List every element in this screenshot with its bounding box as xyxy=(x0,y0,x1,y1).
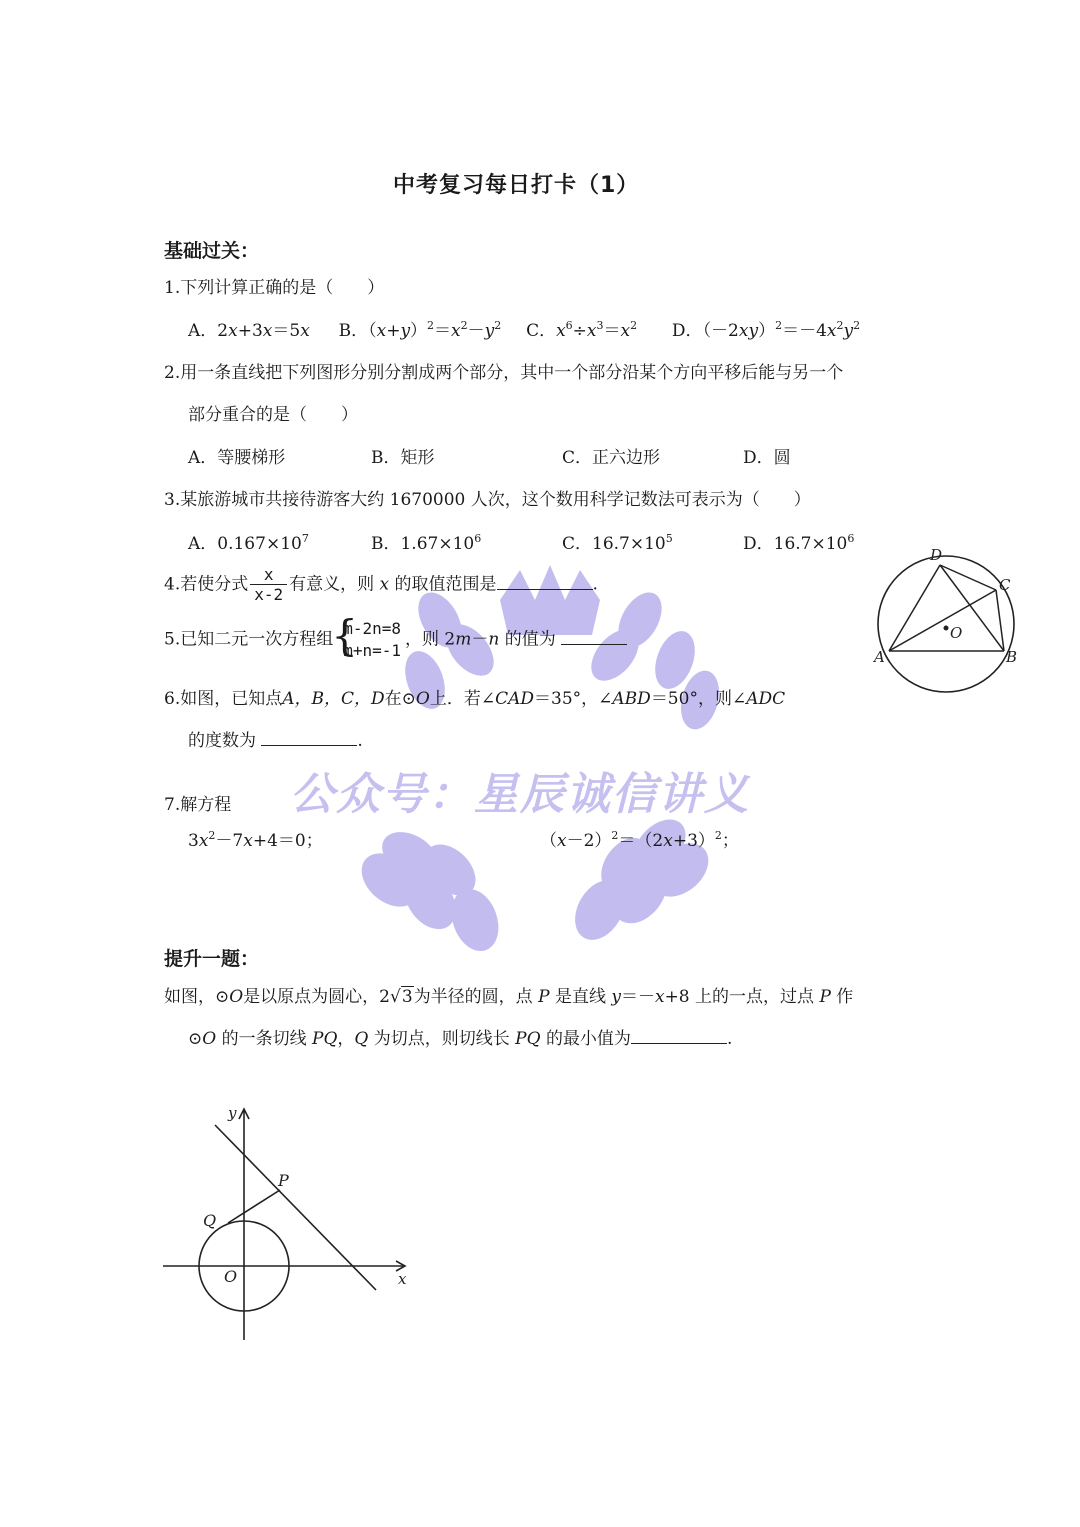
q1-options xyxy=(188,316,860,341)
label-b: B xyxy=(1006,648,1018,666)
watermark-text: 公众号：星辰诚信讲义 xyxy=(290,769,750,820)
q5-line: 5.已知二元一次方程组 { m-2n=8 m+n=-1 ，则 2m－n 的值为 xyxy=(164,618,627,662)
section-heading-advanced: 提升一题： xyxy=(164,948,260,970)
label-o: O xyxy=(224,1267,238,1286)
q8-answer-blank[interactable] xyxy=(631,1027,727,1044)
q2-option-b[interactable]: B．矩形 xyxy=(371,448,435,468)
label-c: C xyxy=(999,576,1011,594)
label-p: P xyxy=(278,1171,289,1190)
label-o: O xyxy=(950,624,963,642)
label-q: Q xyxy=(203,1211,217,1230)
q1-option-d[interactable]: D．$(-2xy)^2=-4x^2y^2$ xyxy=(671,319,861,341)
tangent-pq xyxy=(228,1190,280,1223)
label-y: y xyxy=(228,1104,237,1122)
q4-answer-blank[interactable] xyxy=(497,573,593,590)
sqrt-symbol: √3 xyxy=(390,987,413,1007)
q6-line1: 6.如图，已知点A，B，C，D在⊙O上．若∠CAD＝35°，∠ABD＝50°，则∠ADC xyxy=(164,689,786,709)
q3-option-d[interactable]: D．$16.7\times 10^6$ xyxy=(743,532,855,554)
q7-equation-1: $3x^2-7x+4=0$； xyxy=(188,829,323,851)
q6-line2: 的度数为 . xyxy=(188,731,363,751)
q1-option-a[interactable]: A．2x+3x＝5x xyxy=(188,321,310,341)
q2-option-c[interactable]: C．正六边形 xyxy=(562,448,661,468)
q7-stem: 7.解方程 xyxy=(164,795,232,815)
q3-option-a[interactable]: A．$0.167\times 10^7$ xyxy=(188,532,309,554)
q8-line2: ⊙O 的一条切线 PQ，Q 为切点，则切线长 PQ 的最小值为 . xyxy=(188,1029,733,1049)
section-heading-basic: 基础过关： xyxy=(164,240,260,262)
q7-equation-2: $(x-2)^2=(2x+3)^2$； xyxy=(540,829,739,851)
circle-o xyxy=(878,556,1014,692)
q3-option-c[interactable]: C．$16.7\times 10^5$ xyxy=(562,532,673,554)
q1-option-b[interactable]: B．$(x+y)^2=x^2-y^2$ xyxy=(338,319,502,341)
q2-stem-line1: 2.用一条直线把下列图形分别分割成两个部分，其中一个部分沿某个方向平移后能与另一个 xyxy=(164,363,844,383)
q2-option-d[interactable]: D．圆 xyxy=(743,448,791,468)
q1-option-c[interactable]: C．$x^6\div x^3=x^2$ xyxy=(526,319,638,341)
q4-line: 4.若使分式 $\frac{x}{x-2}$ 有意义，则 x 的取值范围是 . xyxy=(164,565,598,604)
q2-stem-line2: 部分重合的是（ ） xyxy=(188,405,358,425)
q1-stem: 1.下列计算正确的是（ ） xyxy=(164,278,385,298)
page-title: 中考复习每日打卡（1） xyxy=(393,173,640,198)
label-a: A xyxy=(874,648,885,666)
q3-option-b[interactable]: B．$1.67\times 10^6$ xyxy=(371,532,482,554)
q6-answer-blank[interactable] xyxy=(261,729,357,746)
q4-fraction: $\frac{x}{x-2}$ xyxy=(250,566,287,604)
q8-line1: 如图，⊙O是以原点为圆心，2√3为半径的圆，点 P 是直线 y＝－x+8 上的一点，过点 P 作 xyxy=(164,987,854,1007)
q6-circle-figure xyxy=(866,540,1036,700)
q2-option-a[interactable]: A．等腰梯形 xyxy=(188,448,286,468)
label-x: x xyxy=(398,1270,407,1288)
label-d: D xyxy=(930,546,943,564)
q3-stem: 3.某旅游城市共接待游客大约 1670000 人次，这个数用科学记数法可表示为（ ） xyxy=(164,490,811,510)
q8-coordinate-figure xyxy=(160,1100,420,1350)
q5-answer-blank[interactable] xyxy=(561,628,627,645)
q5-equation-system: { m-2n=8 m+n=-1 xyxy=(331,611,402,660)
